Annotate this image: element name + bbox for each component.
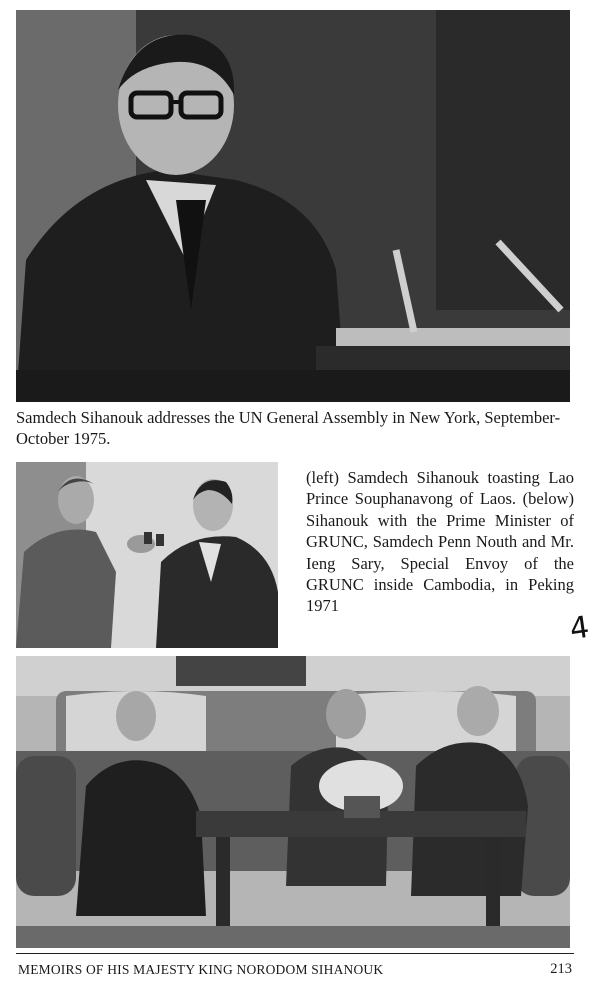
photo-un-address [16,10,570,402]
caption-toast-and-meeting: (left) Samdech Sihanouk toasting Lao Prince Souphanavong of Laos. (below) Sihanouk with the Prime Minister of GRUNC, Samdech Penn Nouth and Mr. Ieng Sary, Special Envoy of the GRUNC inside Cambodia, in Peking 1971 [306,468,574,616]
photo-peking-meeting-image [16,656,570,948]
footer-rule [16,953,574,954]
caption-un-address: Samdech Sihanouk addresses the UN General Assembly in New York, September-October 1975. [16,408,561,448]
photo-toast [16,462,278,648]
handwritten-margin-mark: 4 [567,609,592,648]
page-number: 213 [550,961,572,977]
photo-toast-image [16,462,278,648]
photo-peking-meeting [16,656,570,948]
photo-un-address-image [16,10,570,402]
running-footer-title: MEMOIRS OF HIS MAJESTY KING NORODOM SIHANOUK [18,962,384,977]
